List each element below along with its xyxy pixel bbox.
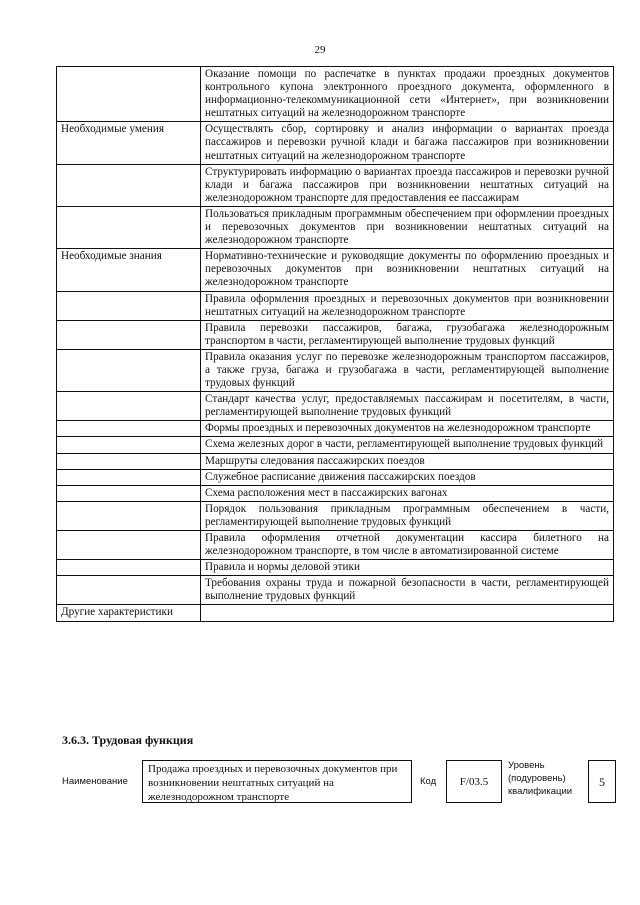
row-content: Оказание помощи по распечатке в пунктах продажи проездных документов контрольного купона электронного проездного документа, оформленного в информационно-телекоммуникационной сети «Интернет», при возникновении нештатных ситуаций на железнодорожном транспорте <box>201 67 614 122</box>
table-row <box>57 291 614 320</box>
table-row <box>57 421 614 437</box>
row-content: Схема железных дорог в части, регламентирующей выполнение трудовых функций <box>201 437 614 453</box>
row-content: Пользоваться прикладным программным обеспечением при оформлении проездных и перевозочных документов при возникновении нештатных ситуаций на железнодорожном транспорте <box>201 206 614 248</box>
row-label <box>57 469 201 485</box>
row-label <box>57 164 201 206</box>
row-content: Требования охраны труда и пожарной безопасности в части, регламентирующей выполнение трудовых функций <box>201 576 614 605</box>
row-content: Правила оформления проездных и перевозочных документов при возникновении нештатных ситуаций на железнодорожном транспорте <box>201 291 614 320</box>
table-row <box>57 560 614 576</box>
row-label: Необходимые знания <box>57 249 201 291</box>
table-row <box>57 437 614 453</box>
function-name-box: Продажа проездных и перевозочных документов при возникновении нештатных ситуаций на железнодорожном транспорте <box>142 760 412 803</box>
table-row <box>57 576 614 605</box>
table-row <box>57 392 614 421</box>
row-label <box>57 320 201 349</box>
level-label <box>508 759 584 798</box>
code-label: Код <box>420 776 437 787</box>
level-label-line: (подуровень) <box>508 773 566 784</box>
table-row <box>57 531 614 560</box>
row-content: Стандарт качества услуг, предоставляемых пассажирам и посетителям, в части, регламентирующей выполнение трудовых функций <box>201 392 614 421</box>
competency-table <box>56 66 614 622</box>
row-label <box>57 67 201 122</box>
row-label <box>57 531 201 560</box>
row-label <box>57 453 201 469</box>
row-content: Правила и нормы деловой этики <box>201 560 614 576</box>
row-label <box>57 392 201 421</box>
row-content: Правила оказания услуг по перевозке железнодорожным транспортом пассажиров, а также груза, багажа и грузобагажа в части, регламентирующей выполнение трудовых функций <box>201 349 614 391</box>
row-label <box>57 501 201 530</box>
table-row <box>57 469 614 485</box>
row-content: Формы проездных и перевозочных документов на железнодорожном транспорте <box>201 421 614 437</box>
row-label <box>57 421 201 437</box>
row-content: Служебное расписание движения пассажирских поездов <box>201 469 614 485</box>
row-content: Нормативно-технические и руководящие документы по оформлению проездных и перевозочных документов при возникновении нештатных ситуаций на железнодорожном транспорте <box>201 249 614 291</box>
row-content: Маршруты следования пассажирских поездов <box>201 453 614 469</box>
table-row <box>57 453 614 469</box>
table-row <box>57 485 614 501</box>
row-content: Порядок пользования прикладным программным обеспечением в части, регламентирующей выполнение трудовых функций <box>201 501 614 530</box>
section-title: 3.6.3. Трудовая функция <box>62 733 194 747</box>
row-content: Схема расположения мест в пассажирских вагонах <box>201 485 614 501</box>
page-number: 29 <box>314 44 326 56</box>
level-label-line: Уровень <box>508 760 545 771</box>
row-label <box>57 576 201 605</box>
row-content: Правила перевозки пассажиров, багажа, грузобагажа железнодорожным транспортом в части, регламентирующей выполнение трудовых функций <box>201 320 614 349</box>
row-label <box>57 291 201 320</box>
table-row <box>57 206 614 248</box>
function-code-box: F/03.5 <box>446 760 502 803</box>
level-label-line: квалификации <box>508 786 573 797</box>
table-row <box>57 122 614 164</box>
row-label <box>57 437 201 453</box>
row-label <box>57 206 201 248</box>
table-row <box>57 164 614 206</box>
row-content: Структурировать информацию о вариантах проезда пассажиров и перевозки ручной клади и багажа пассажиров при возникновении нештатных ситуаций на железнодорожном транспорте для предоставления ее пассажирам <box>201 164 614 206</box>
row-label <box>57 560 201 576</box>
row-label: Необходимые умения <box>57 122 201 164</box>
qualification-level-box: 5 <box>588 760 616 803</box>
table-row-other <box>57 605 614 622</box>
row-content: Правила оформления отчетной документации кассира билетного на железнодорожном транспорте, в том числе в автоматизированной системе <box>201 531 614 560</box>
table-row <box>57 249 614 291</box>
table-row <box>57 320 614 349</box>
row-content: Осуществлять сбор, сортировку и анализ информации о вариантах проезда пассажиров и перевозки ручной клади и багажа пассажиров при возникновении нештатных ситуаций на железнодорожном транспорте <box>201 122 614 164</box>
name-label: Наименование <box>62 776 128 787</box>
row-content <box>201 605 614 622</box>
table-row <box>57 67 614 122</box>
labor-function-header <box>58 757 618 809</box>
table-row <box>57 501 614 530</box>
row-label <box>57 485 201 501</box>
row-label <box>57 349 201 391</box>
table-row <box>57 349 614 391</box>
row-label: Другие характеристики <box>57 605 201 622</box>
